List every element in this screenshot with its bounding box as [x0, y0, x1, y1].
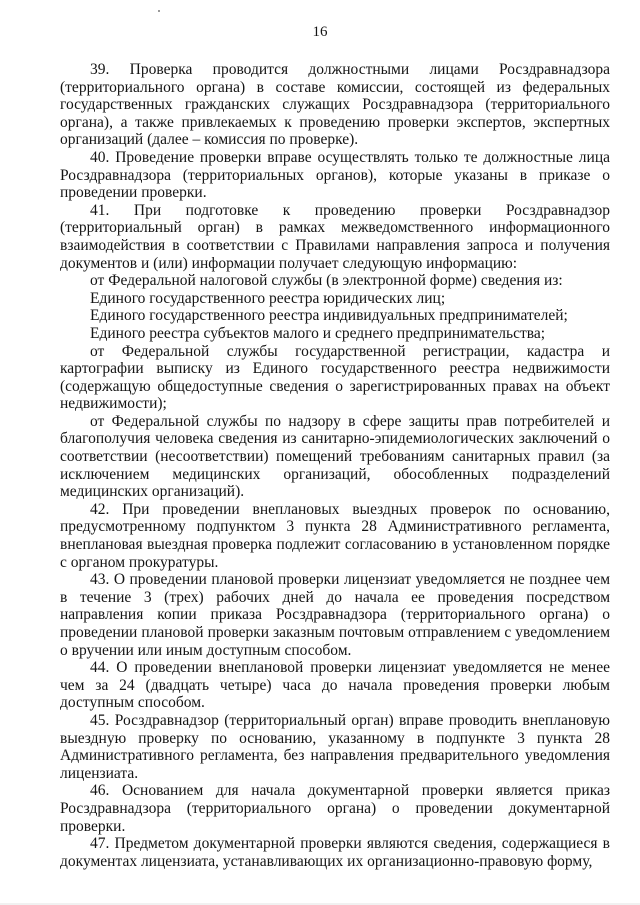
list-item-fns: от Федеральной налоговой службы (в электронной форме) сведения из: [90, 272, 563, 290]
paragraph-43: 43. О проведении плановой проверки лицензиат уведомляется не позднее чем в течение 3 (трех) рабочих дней до начала ее проведения посредством направления копии приказа Росздравнадзора (территориального органа) о проведении плановой проверки заказным почтовым отправлением с уведомлением о вручении или иным доступным способом. [60, 571, 610, 659]
paragraph-47: 47. Предметом документарной проверки являются сведения, содержащиеся в документах лицензиата, устанавливающих их организационно-правовую форму, [60, 835, 610, 870]
list-item-rosreestr: от Федеральной службы государственной регистрации, кадастра и картографии выписку из Единого государственного реестра недвижимости (содержащую общедоступные сведения о зарегистрированных правах на объект недвижимости); [60, 342, 610, 413]
list-item-msp-registry: Единого реестра субъектов малого и среднего предпринимательства; [90, 324, 546, 342]
paragraph-41: 41. При подготовке к проведению проверки Росздравнадзор (территориальный орган) в рамках межведомственного информационного взаимодействия в соответствии с Правилами направления запроса и получения документов и (или) информации получает следующую информацию: [60, 201, 610, 272]
list-item-egrip: Единого государственного реестра индивидуальных предпринимателей; [90, 307, 568, 325]
scan-speck [158, 10, 160, 12]
page-number: 16 [312, 24, 328, 40]
document-body [60, 61, 610, 870]
paragraph-39: 39. Проверка проводится должностными лицами Росздравнадзора (территориального органа) в составе комиссии, состоящей из федеральных государственных гражданских служащих Росздравнадзора (территориального органа), а также привлекаемых к проведению проверки экспертов, экспертных организаций (далее – комиссия по проверке). [60, 61, 610, 149]
paragraph-46: 46. Основанием для начала документарной проверки является приказ Росздравнадзора (территориального органа) о проведении документарной проверки. [60, 782, 610, 835]
paragraph-40: 40. Проведение проверки вправе осуществлять только те должностные лица Росздравнадзора (территориальных органов), которые указаны в приказе о проведении проверки. [60, 148, 610, 202]
list-item-rospotrebnadzor: от Федеральной службы по надзору в сфере защиты прав потребителей и благополучия человека сведения из санитарно-эпидемиологических заключений о соответствии (несоответствии) помещений требованиям санитарных правил (за исключением медицинских организаций, обособленных подразделений медицинских организаций). [60, 412, 610, 501]
paragraph-44: 44. О проведении внеплановой проверки лицензиат уведомляется не менее чем за 24 (двадцать четыре) часа до начала проведения проверки любым доступным способом. [60, 659, 610, 712]
paragraph-42: 42. При проведении внеплановых выездных проверок по основанию, предусмотренному подпунктом 3 пункта 28 Административного регламента, внеплановая выездная проверка подлежит согласованию в установленном порядке с органом прокуратуры. [60, 500, 610, 571]
paragraph-45: 45. Росздравнадзор (территориальный орган) вправе проводить внеплановую выездную проверку по основанию, указанному в подпункте 3 пункта 28 Административного регламента, без направления предварительного уведомления лицензиата. [60, 711, 610, 782]
list-item-egrul: Единого государственного реестра юридических лиц; [90, 289, 446, 307]
